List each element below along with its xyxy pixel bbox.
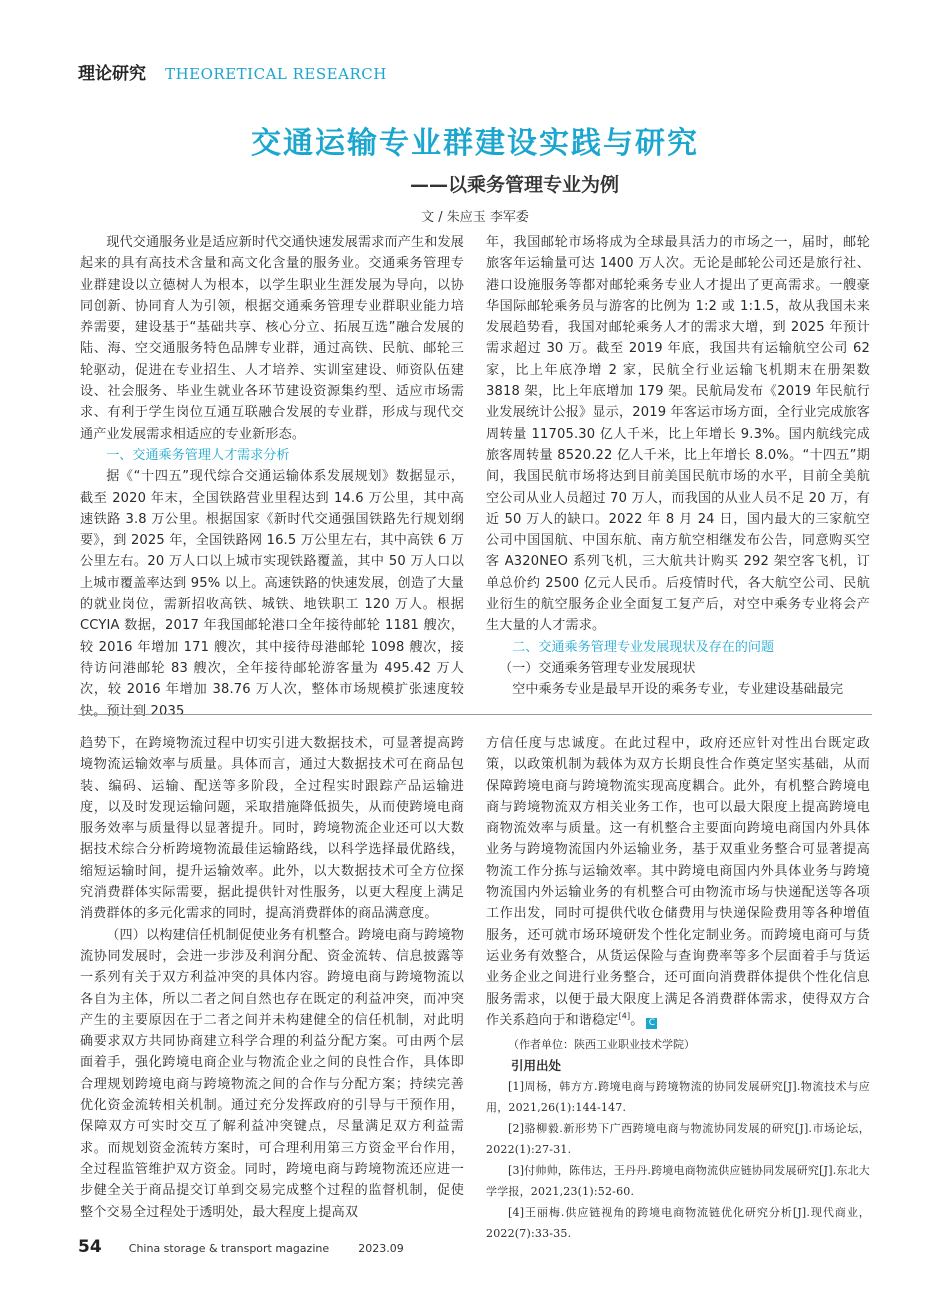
- right-paragraph: 年，我国邮轮市场将成为全球最具活力的市场之一，届时，邮轮旅客年运输量可达 1400 万人次。无论是邮轮公司还是旅行社、港口设施服务等都对邮轮乘务专业人才提出了更高需求。一艘豪华国际邮轮乘务员与游客的比例为 1:2 或 1:1.5，故从我国未来发展趋势看，我国对邮轮乘务人才的需求大增，到 2025 年预计需求超过 30 万。截至 2019 年底，我国共有运输航空公司 62 家，比上年底净增 2 家，民航全行业运输飞机期末在册架数 3818 架，比上年底增加 179 架。民航局发布《2019 年民航行业发展统计公报》显示，2019 年客运市场方面，全行业完成旅客周转量 11705.30 亿人千米，比上年增长 9.3%。国内航线完成旅客周转量 8520.22 亿人千米，比上年增长 8.0%。“十四五”期间，我国民航市场将达到目前美国民航市场的水平，目前全美航空公司从业人员超过 70 万人，而我国的从业人员不足 20 万，有近 50 万人的缺口。2022 年 8 月 24 日，国内最大的三家航空公司中国国航、中国东航、南方航空相继发布公告，同意购买空客 A320NEO 系列飞机，三大航共计购买 292 架空客飞机，订单总价约 2500 亿元人民币。后疫情时代，各大航空公司、民航业衍生的航空服务企业全面复工复产后，对空中乘务专业将会产生大量的人才需求。: [486, 235, 870, 634]
- page-number: 54: [78, 1237, 102, 1257]
- intro-paragraph: 现代交通服务业是适应新时代交通快速发展需求而产生和发展起来的具有高技术含量和高文化含量的服务业。交通乘务管理专业群建设以立德树人为根本，以学生职业生涯发展为导向，以协同创新、协同育人为引领，根据交通乘务管理专业群职业能力培养需要，建设基于“基础共享、核心分立、拓展互选”融合发展的陆、海、空交通服务特色品牌专业群，通过高铁、民航、邮轮三轮驱动，促进在专业招生、人才培养、实训室建设、师资队伍建设、社会服务、毕业生就业各环节建设资源集约型、适应市场需求、有利于学生岗位互通互联融合发展的专业群，形成与现代交通产业发展需求相适应的专业新形态。: [80, 235, 464, 442]
- lower-left-column: [80, 733, 464, 1223]
- article-subtitle: ——以乘务管理专业为例: [410, 174, 620, 196]
- journal-name: China storage & transport magazine: [128, 1242, 330, 1255]
- lower-right-paragraph: 方信任度与忠诚度。在此过程中，政府还应针对性出台既定政策，以政策机制为载体为双方长期良性合作奠定坚实基础，从而保障跨境电商与跨境物流实现高度耦合。此外，有机整合跨境电商与跨境物流双方相关业务工作，也可以最大限度上提高跨境电商物流效率与质量。这一有机整合主要面向跨境电商国内外具体业务与跨境物流国内外运输业务，基于双重业务整合可显著提高物流工作分拣与运输效率。其中跨境电商国内外具体业务与跨境物流国内外运输业务的有机整合可由物流市场与快递配送等各项工作出发，同时可提供代收仓储费用与快递保险费用等各种增值服务，还可就市场环境研发个性化定制业务。而跨境电商可与货运业务有效整合，从货运保险与查询费率等多个层面着手与货运业务企业之间进行业务整合，还可面向消费群体提供个性化信息服务需求，以便于最大限度上满足各消费群体需求，使得双方合作关系趋向于和谐稳定[4]。 C: [486, 736, 870, 1028]
- subsection-heading: （一）交通乘务管理专业发展现状: [499, 660, 696, 676]
- references-heading: 引用出处: [511, 1058, 562, 1074]
- article-title: 交通运输专业群建设实践与研究: [251, 126, 699, 161]
- citation-marker: [4]: [618, 1011, 631, 1021]
- section-header: [78, 59, 387, 84]
- lower-left-paragraph-1: 趋势下，在跨境物流过程中切实引进大数据技术，可显著提高跨境物流运输效率与质量。具体而言，通过大数据技术可在商品包装、编码、运输、配送等多阶段，全过程实时跟踪产品运输进度，以及时发现运输问题，采取措施降低损失，从而使跨境电商服务效率与质量得以显著提升。同时，跨境物流企业还可以大数据技术综合分析跨境物流最佳运输路线，以科学选择最优路线，缩短运输时间，提升运输效率。此外，以大数据技术可全方位探究消费群体实际需要，据此提供针对性服务，以更大程度上满足消费群体的多元化需求的同时，提高消费群体的商品满意度。: [80, 736, 464, 922]
- upper-left-column: [80, 232, 464, 722]
- page-footer: [78, 1237, 404, 1257]
- section-heading-2: 二、交通乘务管理专业发展现状及存在的问题: [512, 639, 775, 655]
- author-affiliation: （作者单位：陕西工业职业技术学院）: [508, 1038, 695, 1052]
- lower-right-text: 方信任度与忠诚度。在此过程中，政府还应针对性出台既定政策，以政策机制为载体为双方长期良性合作奠定坚实基础，从而保障跨境电商与跨境物流实现高度耦合。此外，有机整合跨境电商与跨境物流双方相关业务工作，也可以最大限度上提高跨境电商物流效率与质量。这一有机整合主要面向跨境电商国内外具体业务与跨境物流国内外运输业务，基于双重业务整合可显著提高物流工作分拣与运输效率。其中跨境电商国内外具体业务与跨境物流国内外运输业务的有机整合可由物流市场与快递配送等各项工作出发，同时可提供代收仓储费用与快递保险费用等各种增值服务，还可就市场环境研发个性化定制业务。而跨境电商可与货运业务有效整合，从货运保险与查询费率等多个层面着手与货运业务企业之间进行业务整合，还可面向消费群体提供个性化信息服务需求，以便于最大限度上满足各消费群体需求，使得双方合作关系趋向于和谐稳定: [486, 736, 870, 1028]
- reference-item: [2]骆柳毅.新形势下广西跨境电商与物流协同发展的研究[J].市场论坛，2022(1):27-31.: [486, 1122, 870, 1157]
- reference-item: [4]王丽梅.供应链视角的跨境电商物流链优化研究分析[J].现代商业，2022(7):33-35.: [486, 1206, 870, 1241]
- reference-item: [3]付帅帅，陈伟达，王丹丹.跨境电商物流供应链协同发展研究[J].东北大学学报，2021,23(1):52-60.: [486, 1164, 870, 1199]
- issue-date: 2023.09: [358, 1242, 404, 1255]
- section-label-en: THEORETICAL RESEARCH: [165, 65, 387, 83]
- upper-right-column: [486, 232, 870, 701]
- end-mark-icon: C: [646, 1018, 657, 1029]
- section-1-paragraph: 据《“十四五”现代综合交通运输体系发展规划》数据显示，截至 2020 年末，全国铁路营业里程达到 14.6 万公里，其中高速铁路 3.8 万公里。根据国家《新时代交通强国铁路先行规划纲要》，到 2025 年，全国铁路网 16.5 万公里左右，其中高铁 6 万公里左右。20 万人口以上城市实现铁路覆盖，其中 50 万人口以上城市覆盖率达到 95% 以上。高速铁路的快速发展，创造了大量的就业岗位，需新招收高铁、城铁、地铁职工 120 万人。根据 CCYIA 数据，2017 年我国邮轮港口全年接待邮轮 1181 艘次，较 2016 年增加 171 艘次，其中接待母港邮轮 1098 艘次，接待访问港邮轮 83 艘次，全年接待邮轮游客量为 495.42 万人次，较 2016 年增加 38.76 万人次，整体市场规模扩张速度较快。预计到 2035: [80, 469, 464, 719]
- article-separator: [78, 714, 872, 715]
- article-authors: 文 / 朱应玉 李军委: [421, 210, 529, 225]
- reference-list: [486, 1076, 870, 1244]
- section-label-cn: 理论研究: [78, 64, 146, 84]
- lower-left-paragraph-2: （四）以构建信任机制促使业务有机整合。跨境电商与跨境物流协同发展时，会进一步涉及利润分配、资金流转、信息披露等一系列有关于双方利益冲突的具体内容。跨境电商与跨境物流以各自为主体，所以二者之间自然也存在既定的利益冲突，而冲突产生的主要原因在于二者之间并未构建健全的信任机制，对此明确要求双方共同协商建立科学合理的利益分配方案。可由两个层面着手，强化跨境电商企业与物流企业之间的良性合作，具体即合理规划跨境电商与跨境物流之间的合作与分配方案；持续完善优化资金流转相关机制。通过充分发挥政府的引导与干预作用，保障双方可实时交互了解利益冲突键点，尽量满足双方利益需求。而规划资金流转方案时，可合理利用第三方资金平台作用，全过程监管维护双方资金。同时，跨境电商与跨境物流还应进一步健全关于商品提交订单到交易完成整个过程的监督机制，促使整个交易全过程处于透明处，最大程度上提高双: [80, 927, 464, 1220]
- lower-right-column: [486, 733, 870, 1244]
- reference-item: [1]周杨，韩方方.跨境电商与跨境物流的协同发展研究[J].物流技术与应用，2021,26(1):144-147.: [486, 1080, 870, 1115]
- section-2-paragraph: 空中乘务专业是最早开设的乘务专业，专业建设基础最完: [512, 682, 844, 698]
- section-heading-1: 一、交通乘务管理人才需求分析: [106, 447, 290, 463]
